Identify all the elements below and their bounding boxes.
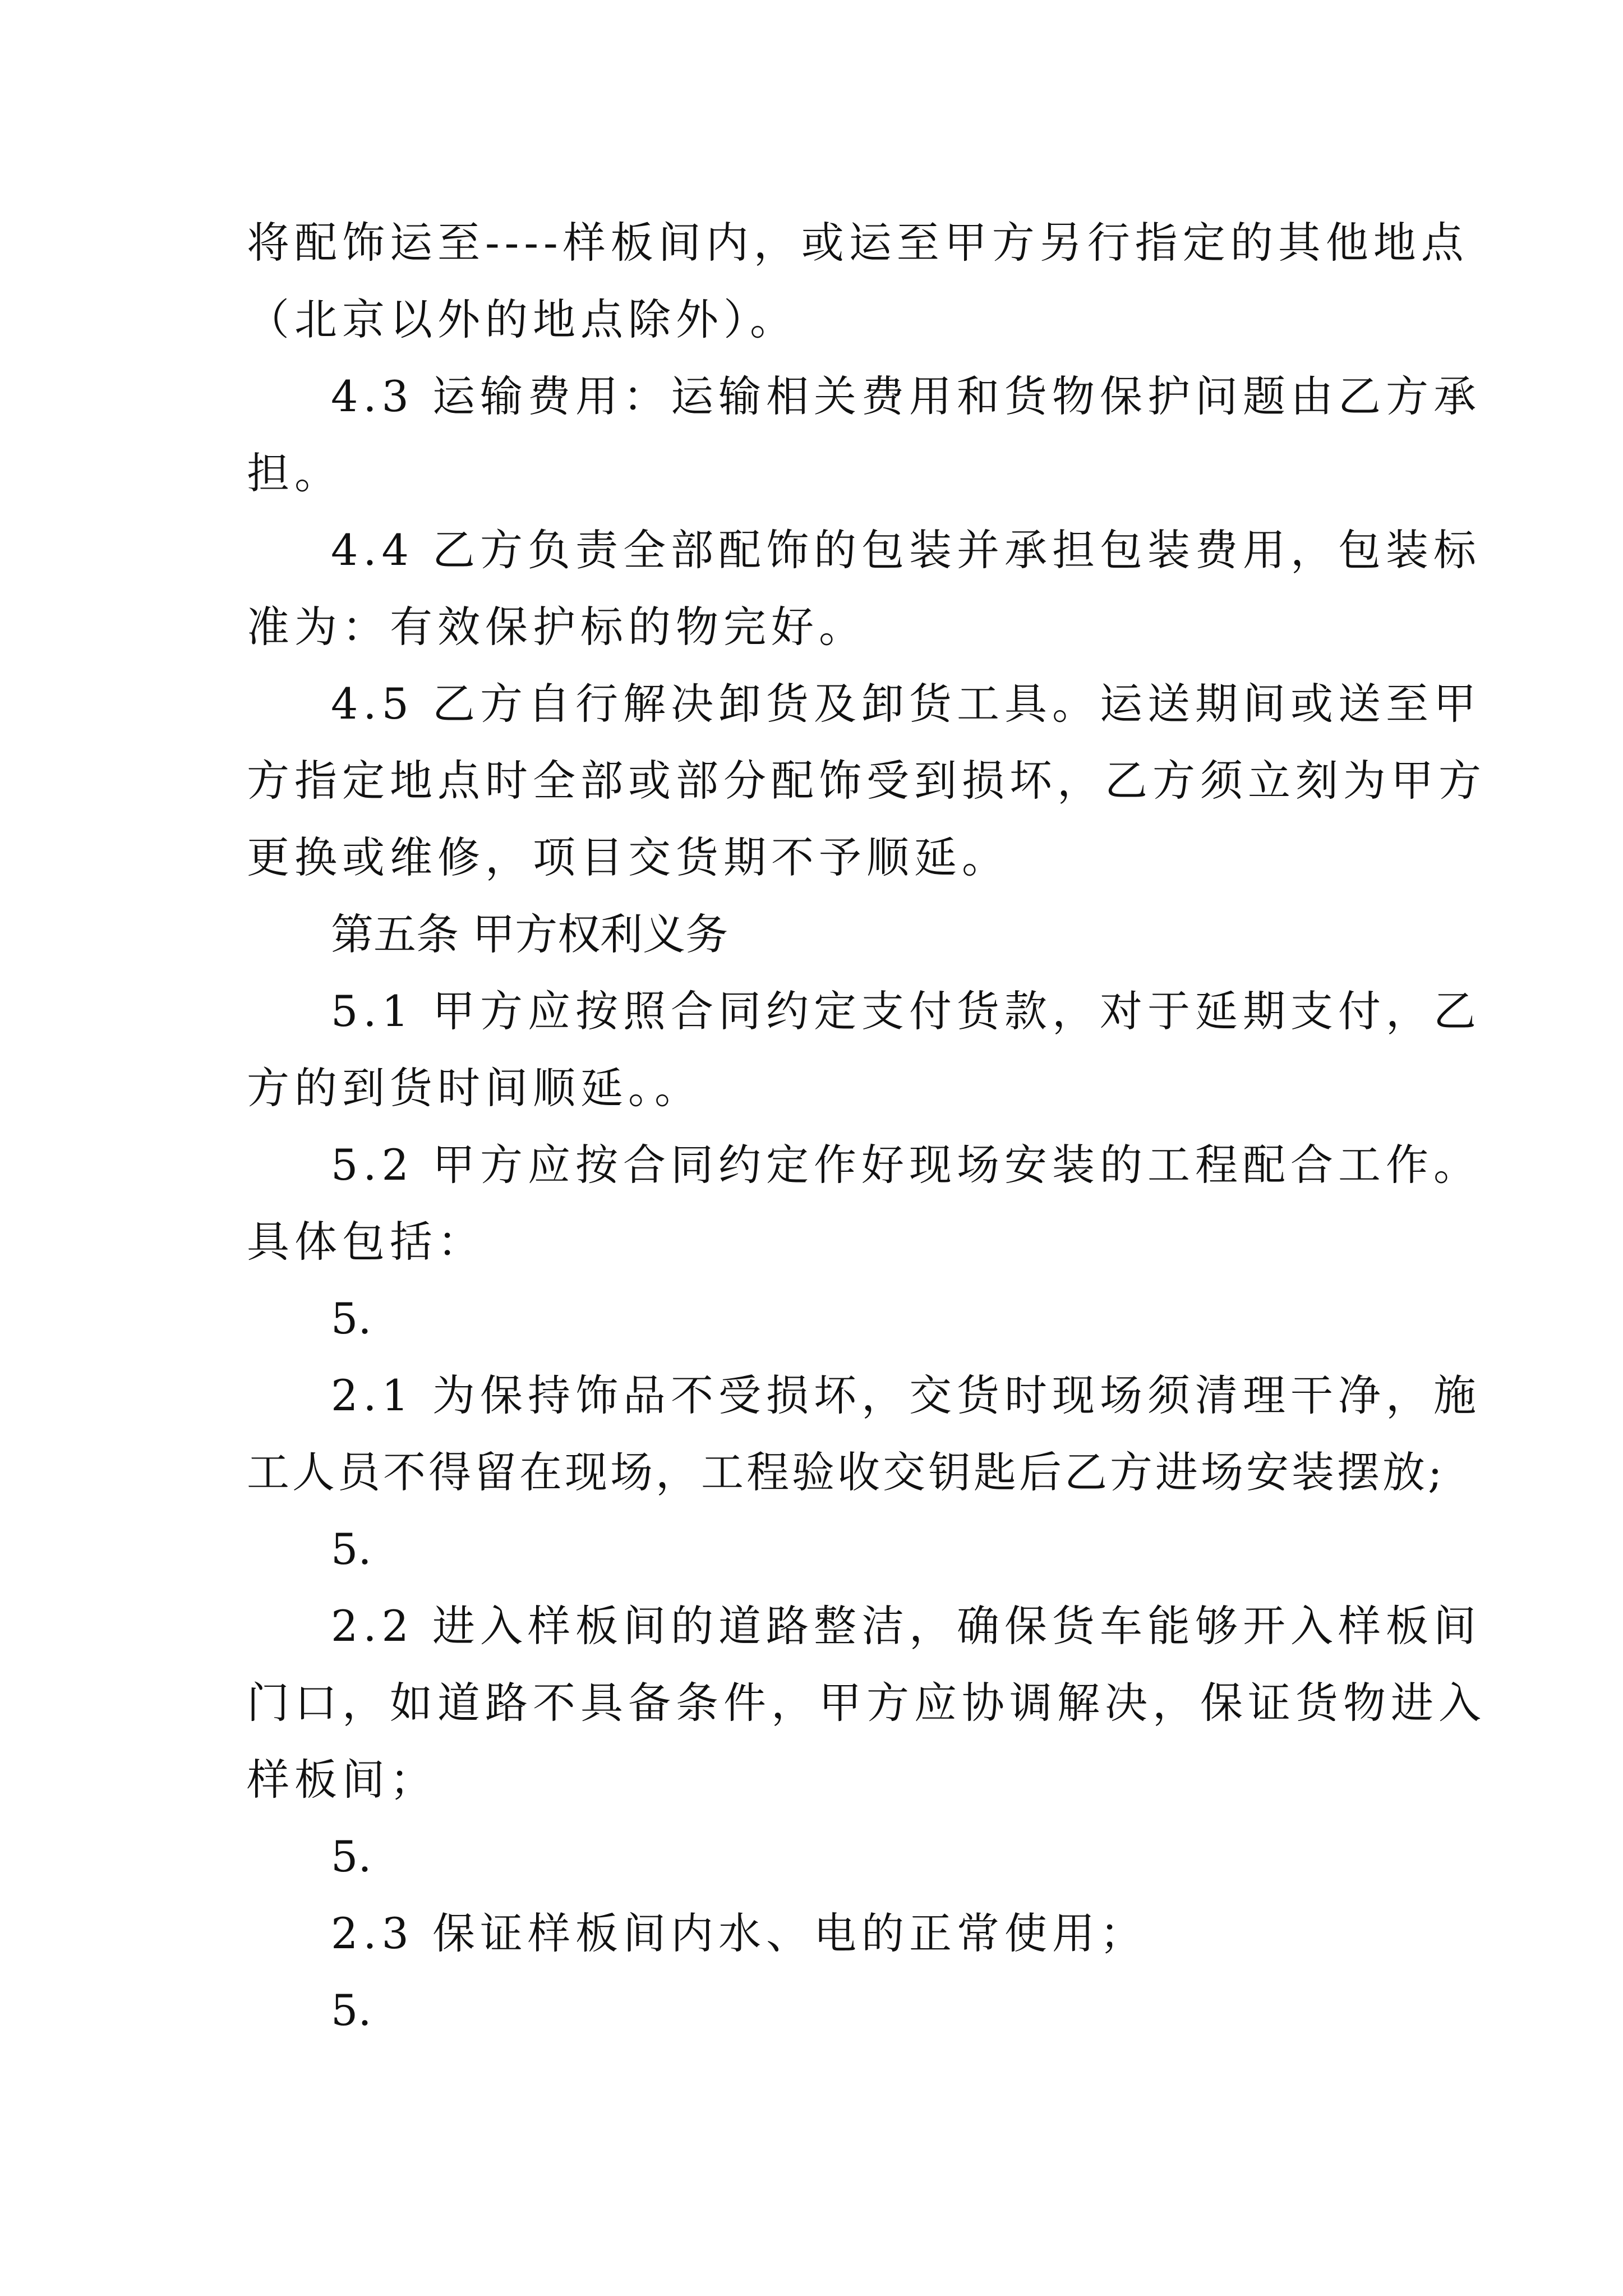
text-line: （北京以外的地点除外）。 bbox=[247, 295, 797, 344]
text-line: 4.3 运输费用：运输相关费用和货物保护问题由乙方承 bbox=[331, 371, 1482, 421]
text-line: 5.1 甲方应按照合同约定支付货款，对于延期支付，乙 bbox=[331, 986, 1482, 1036]
text-line: 更换或维修，项目交货期不予顺延。 bbox=[247, 832, 1009, 882]
text-line: 样板间； bbox=[247, 1755, 437, 1805]
text-line: 门口，如道路不具备条件，甲方应协调解决，保证货物进入 bbox=[247, 1678, 1486, 1728]
text-line: 2.1 为保持饰品不受损坏，交货时现场须清理干净，施 bbox=[331, 1370, 1482, 1420]
text-line: 具体包括： bbox=[247, 1217, 485, 1267]
text-line: 5. bbox=[331, 1524, 372, 1574]
text-line: 工人员不得留在现场，工程验收交钥匙后乙方进场安装摆放; bbox=[247, 1447, 1445, 1497]
text-line: 方指定地点时全部或部分配饰受到损坏，乙方须立刻为甲方 bbox=[247, 756, 1486, 806]
text-line: 4.4 乙方负责全部配饰的包装并承担包装费用，包装标 bbox=[331, 525, 1482, 575]
text-line: 准为：有效保护标的物完好。 bbox=[247, 602, 866, 652]
text-line: 2.3 保证样板间内水、电的正常使用； bbox=[331, 1908, 1148, 1958]
text-line: 5.2 甲方应按合同约定作好现场安装的工程配合工作。 bbox=[331, 1140, 1482, 1190]
text-line: 5. bbox=[331, 1985, 372, 2035]
text-line: 担。 bbox=[247, 448, 342, 498]
text-line: 将配饰运至----样板间内，或运至甲方另行指定的其他地点 bbox=[247, 218, 1469, 268]
text-line: 5. bbox=[331, 1832, 372, 1881]
section-heading: 第五条 甲方权利义务 bbox=[331, 909, 728, 959]
text-line: 5. bbox=[331, 1294, 372, 1343]
text-line: 2.2 进入样板间的道路整洁，确保货车能够开入样板间 bbox=[331, 1601, 1482, 1651]
text-line: 方的到货时间顺延。。 bbox=[247, 1063, 702, 1113]
text-line: 4.5 乙方自行解决卸货及卸货工具。运送期间或送至甲 bbox=[331, 679, 1482, 729]
